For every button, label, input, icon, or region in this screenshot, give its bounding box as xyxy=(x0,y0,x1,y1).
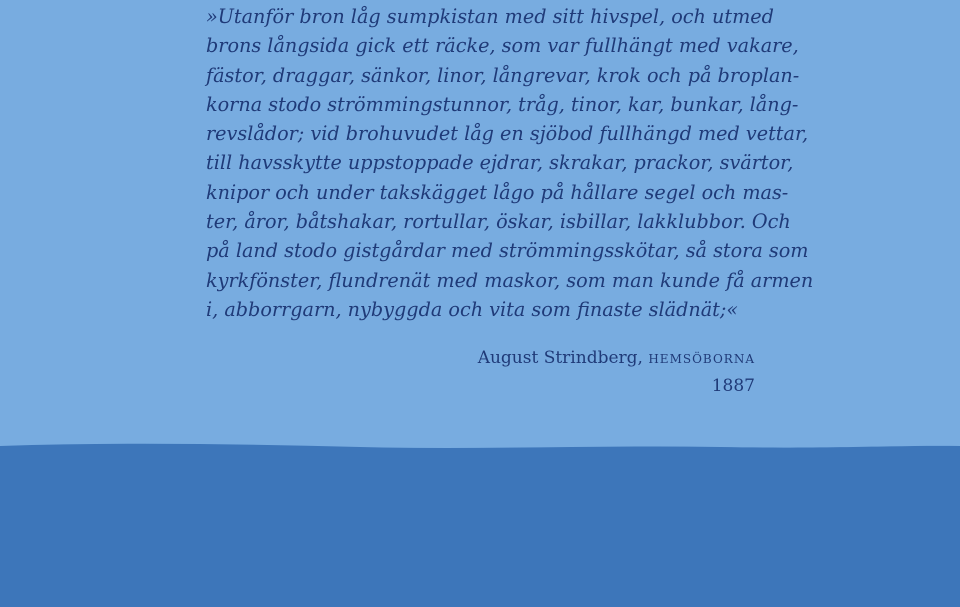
work-title: hemsöborna xyxy=(648,348,755,368)
publication-year: 1887 xyxy=(711,376,755,396)
quote-line: korna stodo strömmingstunnor, tråg, tinor, kar, bunkar, lång- xyxy=(206,92,799,116)
quote-line: knipor och under takskägget lågo på hållare segel och mas- xyxy=(206,180,789,204)
quote-line: till havsskytte uppstoppade ejdrar, skrakar, prackor, svärtor, xyxy=(206,151,794,175)
quote-line: kyrkfönster, flundrenät med maskor, som man kunde få armen xyxy=(206,268,814,292)
quote-line: brons långsida gick ett räcke, som var fullhängt med vakare, xyxy=(206,34,799,58)
author-name: August Strindberg, xyxy=(477,348,643,368)
quote-line: på land stodo gistgårdar med strömmingsskötar, så stora som xyxy=(206,239,809,263)
quote-line: i, abborrgarn, nybyggda och vita som finaste slädnät;« xyxy=(206,297,739,321)
quote-line: »Utanför bron låg sumpkistan med sitt hivspel, och utmed xyxy=(206,5,774,28)
strindberg-quote xyxy=(206,2,814,324)
quote-line: revslådor; vid brohuvudet låg en sjöbod fullhängd med vettar, xyxy=(206,122,809,146)
quote-attribution xyxy=(478,344,755,400)
sea-band xyxy=(0,438,960,607)
quote-line: fästor, draggar, sänkor, linor, långrevar, krok och på broplan- xyxy=(206,63,800,87)
sea-wave-shape xyxy=(0,444,960,607)
quote-line: ter, åror, båtshakar, rortullar, öskar, isbillar, lakklubbor. Och xyxy=(206,210,791,234)
